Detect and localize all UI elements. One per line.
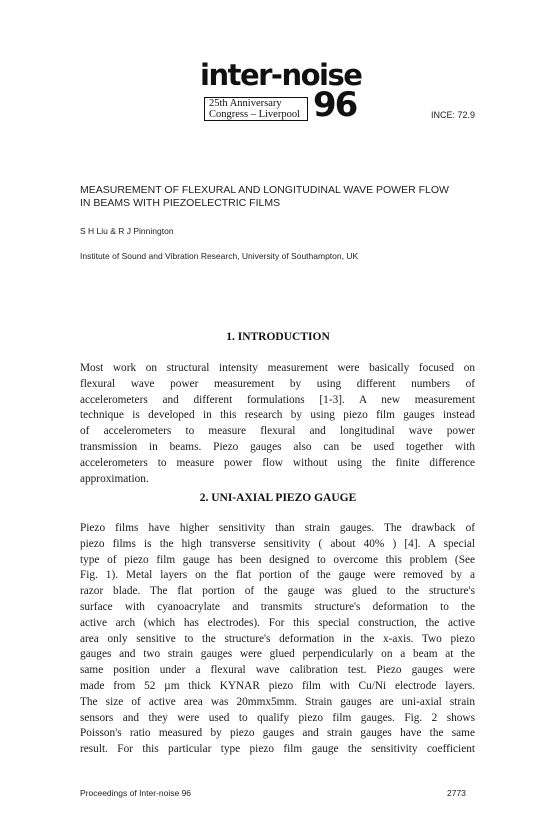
text-line: sensors and they were used to qualify piezo film gauges. Fig. 2 shows	[80, 711, 475, 724]
text-line: area only sensitive to the structure's deformation in the x-axis. Two piezo	[80, 632, 475, 645]
text-line: approximation.	[80, 472, 149, 485]
section-heading-introduction: 1. INTRODUCTION	[226, 331, 330, 343]
text-line: Most work on structural intensity measurement were basically focused on	[80, 362, 475, 374]
conference-logo	[200, 58, 362, 128]
text-line: type of piezo film gauge has been designed to overcome this problem (See	[80, 553, 475, 566]
page-number: 2773	[447, 788, 466, 798]
text-line: accelerometers to measure power flow without using the finite difference	[80, 456, 475, 469]
text-line: flexural wave power measurement by using different numbers of	[80, 377, 475, 390]
text-line: gauges and two strain gauges were glued perpendicularly on a beam at the	[80, 648, 475, 661]
ince-code: INCE: 72.9	[431, 110, 476, 120]
title-line: IN BEAMS WITH PIEZOELECTRIC FILMS	[80, 197, 281, 209]
introduction-paragraph	[80, 361, 475, 487]
text-line: same position under a flexural wave calibration test. Piezo gauges were	[80, 664, 475, 677]
affiliation: Institute of Sound and Vibration Research, University of Southampton, UK	[80, 251, 359, 261]
section-heading-piezo-gauge: 2. UNI-AXIAL PIEZO GAUGE	[199, 492, 357, 504]
text-line: surface with cyanoacrylate and transmits structure's deformation to the	[80, 600, 475, 613]
text-line: active arch (which has electrodes). For this special construction, the active	[80, 616, 475, 629]
text-line: piezo films is the high transverse sensitivity ( about 40% ) [4]. A special	[80, 537, 475, 550]
text-line: Poisson's ratio measured by piezo gauges and strain gauges have the same	[80, 727, 475, 740]
text-line: Piezo films have higher sensitivity than strain gauges. The drawback of	[80, 522, 475, 534]
piezo-gauge-paragraph	[80, 521, 475, 758]
footer-proceedings: Proceedings of Inter-noise 96	[80, 788, 192, 798]
logo-anniversary-line: 25th Anniversary	[209, 98, 282, 109]
text-line: The size of active area was 20mmx5mm. Strain gauges are uni-axial strain	[80, 695, 475, 708]
logo-congress-line: Congress – Liverpool	[209, 108, 300, 120]
logo-year: 96	[313, 85, 357, 125]
text-line: technique is developed in this research by using piezo film gauges instead	[80, 409, 475, 422]
text-line: transmission in beams. Piezo gauges also can be used together with	[80, 440, 475, 453]
authors: S H Liu & R J Pinnington	[80, 226, 174, 236]
text-line: accelerometers and different formulations [1-3]. A new measurement	[80, 393, 475, 406]
text-line: Fig. 1). Metal layers on the flat portion of the gauge were removed by a	[80, 569, 475, 582]
text-line: made from 52 µm thick KYNAR piezo film with Cu/Ni electrode layers.	[80, 679, 475, 692]
logo-wordmark: inter-noise	[200, 58, 362, 92]
title-line: MEASUREMENT OF FLEXURAL AND LONGITUDINAL WAVE POWER FLOW	[80, 184, 449, 196]
text-line: razor blade. The flat portion of the gauge was glued to the structure's	[80, 585, 475, 598]
text-line: result. For this particular type piezo film gauge the sensitivity coefficient	[80, 743, 475, 756]
paper-title	[80, 184, 500, 210]
logo-anniversary-box	[204, 97, 308, 121]
text-line: of accelerometers to measure flexural and longitudinal wave power	[80, 425, 475, 438]
